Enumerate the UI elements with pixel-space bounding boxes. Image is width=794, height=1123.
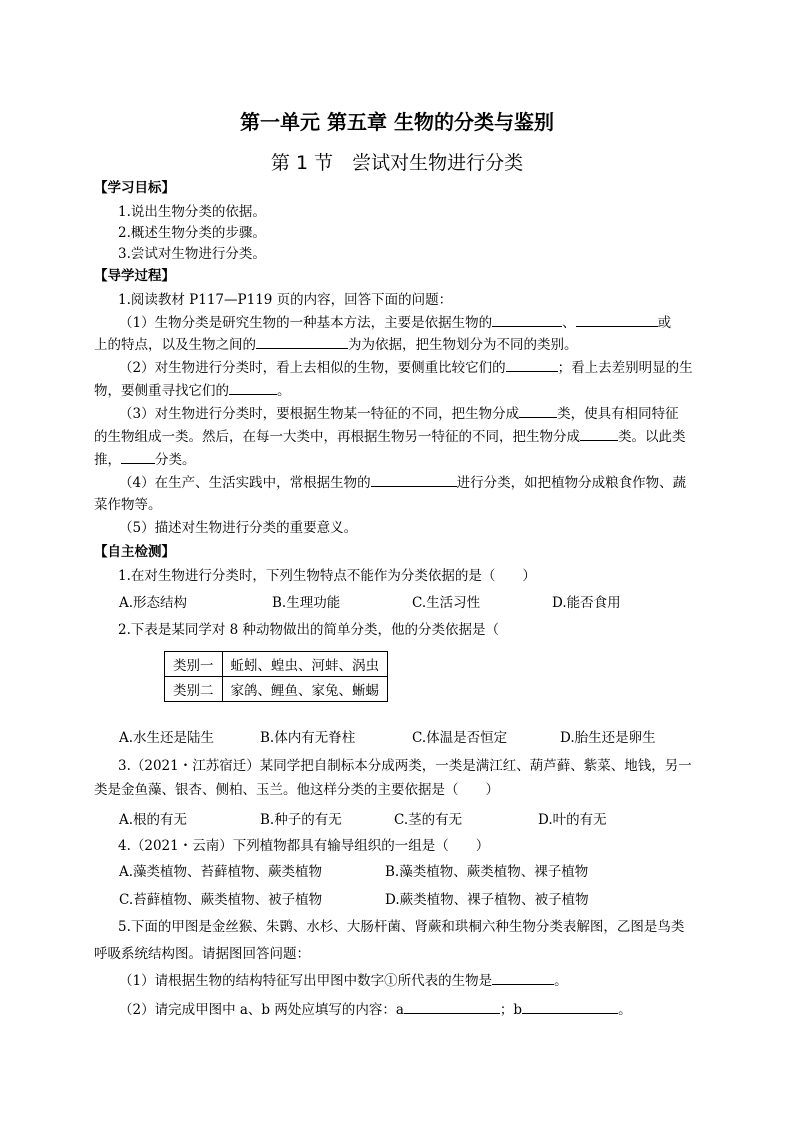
unit-title: 第一单元 第五章 生物的分类与鉴别 [240, 110, 554, 134]
check-q3-option-d[interactable]: D.叶的有无 [538, 812, 607, 828]
text: 类，使具有相同特征 [557, 406, 679, 422]
check-q2-option-d[interactable]: D.胎生还是卵生 [560, 730, 656, 746]
answer-blank[interactable] [519, 403, 557, 418]
check-q3-option-b[interactable]: B.种子的有无 [260, 812, 342, 828]
objective-item: 3.尝试对生物进行分类。 [118, 246, 266, 262]
text: （2）请完成甲图中 a、b 两处应填写的内容：a [119, 1002, 404, 1018]
check-q2-option-a[interactable]: A.水生还是陆生 [119, 730, 215, 746]
text: （1）生物分类是研究生物的一种基本方法，主要是依据生物的 [119, 315, 493, 331]
check-q3-option-c[interactable]: C.茎的有无 [394, 812, 463, 828]
text: 进行分类，如把植物分成粮食作物、蔬 [456, 475, 687, 491]
table-cell: 蚯蚓、蝗虫、河蚌、涡虫 [222, 652, 388, 677]
text: 。 [618, 1002, 632, 1018]
check-q4-option-a[interactable]: A.藻类植物、苔藓植物、蕨类植物 [119, 864, 323, 880]
check-heading: 【自主检测】 [94, 544, 175, 560]
text: 类。以此类 [618, 429, 686, 445]
guide-q2-line1 [119, 357, 693, 378]
check-q5-part1 [119, 970, 568, 991]
table-cell: 类别二 [165, 677, 223, 702]
answer-blank[interactable] [492, 970, 554, 985]
check-q1: 1.在对生物进行分类时，下列生物特点不能作为分类依据的是（ ） [118, 568, 536, 584]
guide-q4-line2: 菜作物等。 [94, 497, 162, 513]
text: 。 [554, 973, 568, 989]
text: 分类。 [155, 452, 196, 468]
table-cell: 家鸽、鲤鱼、家兔、蜥蜴 [222, 677, 388, 702]
guide-q2-line2 [94, 380, 291, 401]
check-q3-line2: 类是金鱼藻、银杏、侧柏、玉兰。他这样分类的主要依据是（ ） [94, 782, 499, 798]
objectives-heading: 【学习目标】 [94, 180, 175, 196]
guide-intro: 1.阅读教材 P117—P119 页的内容，回答下面的问题： [118, 292, 453, 308]
check-q4-option-b[interactable]: B.藻类植物、蕨类植物、裸子植物 [385, 864, 589, 880]
text: 为为依据，把生物划分为不同的类别。 [348, 337, 578, 353]
objective-item: 2.概述生物分类的步骤。 [118, 225, 266, 241]
check-q3-option-a[interactable]: A.根的有无 [119, 812, 188, 828]
guide-q1-line1 [119, 312, 671, 333]
guide-q1-line2 [94, 334, 578, 355]
check-q4-option-d[interactable]: D.蕨类植物、裸子植物、被子植物 [385, 892, 589, 908]
check-q5-line2: 呼吸系统结构图。请据图回答问题： [94, 946, 310, 962]
text: 上的特点，以及生物之间的 [94, 337, 256, 353]
guide-q3-line1 [119, 403, 679, 424]
check-q1-option-a[interactable]: A.形态结构 [119, 595, 188, 611]
text: 、 [562, 315, 576, 331]
guide-q5: （5）描述对生物进行分类的重要意义。 [119, 520, 358, 536]
table-row [165, 677, 388, 702]
answer-blank[interactable] [229, 380, 277, 395]
answer-blank[interactable] [576, 312, 658, 327]
objective-item: 1.说出生物分类的依据。 [118, 204, 266, 220]
check-q3-line1: 3.（2021・江苏宿迁）某同学把自制标本分成两类，一类是满江红、葫芦藓、紫菜、地钱，另一 [118, 758, 692, 774]
check-q1-option-b[interactable]: B.生理功能 [272, 595, 341, 611]
answer-blank[interactable] [522, 999, 618, 1014]
answer-blank[interactable] [492, 312, 562, 327]
text: ；b [499, 1002, 523, 1018]
answer-blank[interactable] [371, 472, 457, 487]
text: 或 [657, 315, 672, 331]
guide-q3-line3 [94, 449, 196, 470]
answer-blank[interactable] [506, 357, 558, 372]
text: 推， [94, 452, 121, 468]
answer-blank[interactable] [256, 334, 348, 349]
check-q5-part2 [119, 999, 632, 1020]
check-q4: 4.（2021・云南）下列植物都具有输导组织的一组是（ ） [118, 838, 490, 854]
text: 的生物组成一类。然后，在每一大类中，再根据生物另一特征的不同，把生物分成 [94, 429, 580, 445]
text: 。 [277, 383, 291, 399]
table-row [165, 652, 388, 677]
guide-heading: 【导学过程】 [94, 268, 175, 284]
answer-blank[interactable] [121, 449, 155, 464]
section-title: 第 1 节 尝试对生物进行分类 [270, 152, 524, 174]
text: （4）在生产、生活实践中，常根据生物的 [119, 475, 371, 491]
check-q1-option-d[interactable]: D.能否食用 [552, 595, 621, 611]
guide-q4-line1 [119, 472, 686, 493]
guide-q3-line2 [94, 426, 686, 447]
classification-table [164, 651, 388, 702]
table-cell: 类别一 [165, 652, 223, 677]
answer-blank[interactable] [404, 999, 500, 1014]
text: 物，要侧重寻找它们的 [94, 383, 229, 399]
check-q2: 2.下表是某同学对 8 种动物做出的简单分类，他的分类依据是（ [118, 622, 500, 638]
answer-blank[interactable] [580, 426, 618, 441]
text: （3）对生物进行分类时，要根据生物某一特征的不同，把生物分成 [119, 406, 520, 422]
check-q2-option-b[interactable]: B.体内有无脊柱 [260, 730, 356, 746]
text: （1）请根据生物的结构特征写出甲图中数字①所代表的生物是 [119, 973, 493, 989]
check-q4-option-c[interactable]: C.苔藓植物、蕨类植物、被子植物 [119, 892, 323, 908]
text: ；看上去差别明显的生 [557, 360, 693, 376]
text: （2）对生物进行分类时，看上去相似的生物，要侧重比较它们的 [119, 360, 506, 376]
check-q5-line1: 5.下面的甲图是金丝猴、朱鹮、水杉、大肠杆菌、肾蕨和珙桐六种生物分类表解图，乙图是鸟类 [118, 919, 685, 935]
check-q1-option-c[interactable]: C.生活习性 [412, 595, 481, 611]
check-q2-option-c[interactable]: C.体温是否恒定 [412, 730, 508, 746]
